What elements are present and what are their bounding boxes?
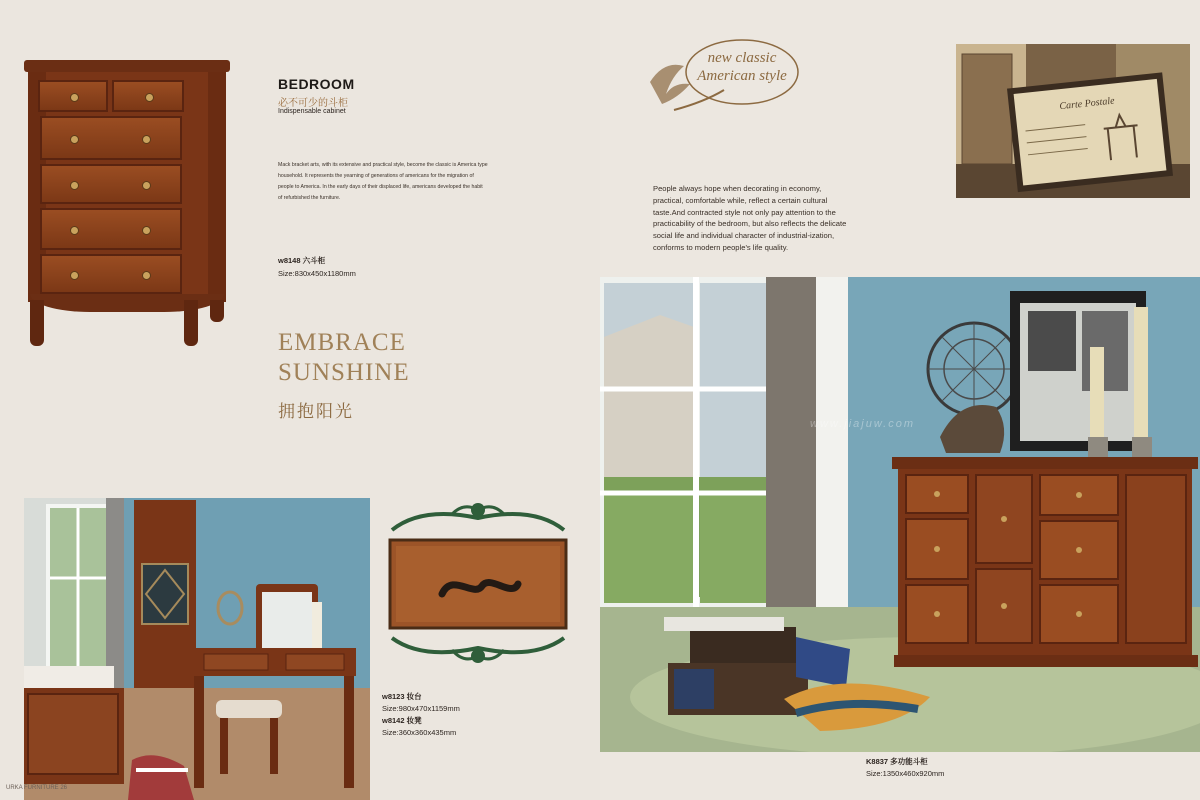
- postcard-text: Carte Postale: [1058, 95, 1116, 113]
- logo-line2: American style: [697, 68, 787, 84]
- brand-style-logo: [644, 32, 802, 120]
- product4-size: Size:1350x460x920mm: [866, 769, 945, 778]
- subheading-cn: 必不可少的斗柜: [278, 98, 348, 109]
- product3-size: Size:360x360x435mm: [382, 728, 457, 737]
- slogan: [278, 328, 410, 388]
- product2-name: w8123 妆台: [382, 692, 422, 701]
- style-description: People always hope when decorating in economy, practical, comfortable while, reflect a certain cultural taste.And contracted style not only pay attention to the practicability of the bedroom, but also reflects the delicate social life and individual character of industrial-ization, conforms to modern people's life quality.: [653, 184, 847, 252]
- logo-line1: new classic: [707, 50, 777, 66]
- product4-caption: [866, 756, 944, 780]
- subheading-en: Indispensable cabinet: [278, 108, 346, 115]
- slogan-line2: SUNSHINE: [278, 359, 410, 386]
- chest-of-drawers-image: [24, 60, 230, 348]
- postcard-photo: [956, 44, 1190, 198]
- living-room-photo: [600, 277, 1200, 752]
- page-footer: URKA FURNITURE 26: [6, 785, 68, 791]
- product2-size: Size:980x470x1159mm: [382, 704, 460, 713]
- product1-name: w8148 六斗柜: [278, 256, 326, 265]
- section-heading: BEDROOM: [278, 76, 355, 92]
- bedroom-description: Mack bracket arts, with its extensive and practical style, become the classic is America type household. It represents the yearning of generations of americans for the migration of people to America. In the early days of their displaced life, americans developed the habit of refurbished the furniture.: [278, 162, 488, 201]
- product4-name: K8837 多功能斗柜: [866, 757, 928, 766]
- slogan-line1: EMBRACE: [278, 329, 406, 356]
- product1-size: Size:830x450x1180mm: [278, 269, 356, 278]
- drawer-handle-detail: [382, 500, 574, 666]
- slogan-cn: 拥抱阳光: [278, 402, 354, 421]
- product3-name: w8142 妆凳: [382, 716, 422, 725]
- vanity-room-photo: [24, 498, 370, 800]
- watermark: www.jiajuw.com: [810, 418, 916, 430]
